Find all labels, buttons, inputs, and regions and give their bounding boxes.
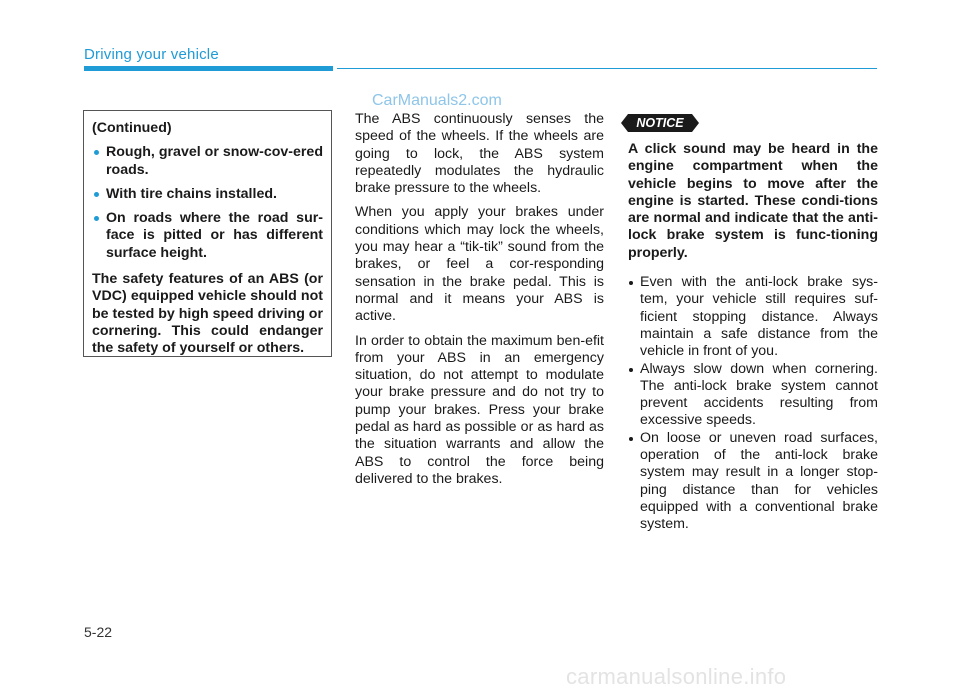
list-item: On loose or uneven road surfaces, operation of the anti-lock brake system may result in a longer stop-ping distance than for vehicles equipped with a conventional brake system. [628, 430, 878, 534]
abs-paragraph: When you apply your brakes under conditions which may lock the wheels, you may hear a “tik-tik” sound from the brakes, or feel a cor-responding sensation in the brake pedal. This is normal and it means your ABS is active. [355, 204, 604, 325]
abs-paragraph: The ABS continuously senses the speed of the wheels. If the wheels are going to lock, the ABS system repeatedly modulates the hydraulic brake pressure to the wheels. [355, 111, 604, 197]
list-item: Always slow down when cornering. The anti-lock brake system cannot prevent accidents resulting from excessive speeds. [628, 361, 878, 430]
header-rule-thin [337, 68, 877, 69]
warning-list [92, 144, 323, 262]
warning-item: Rough, gravel or snow-cov-ered roads. [92, 144, 323, 179]
warning-tail: The safety features of an ABS (or VDC) equipped vehicle should not be tested by high speed driving or cornering. This could endanger the safety of yourself or others. [92, 271, 323, 357]
notice-badge: NOTICE [628, 114, 692, 132]
watermark-bottom: carmanualsonline.info [566, 664, 787, 689]
warning-item: On roads where the road sur-face is pitted or has different surface height. [92, 210, 323, 262]
section-title: Driving your vehicle [84, 46, 219, 63]
abs-paragraph: In order to obtain the maximum ben-efit from your ABS in an emergency situation, do not attempt to modulate your brake pressure and do not try to pump your brakes. Press your brake pedal as hard as possible or as hard as the situation warrants and allow the ABS to control the force being delivered to the brakes. [355, 332, 604, 487]
middle-column [355, 111, 604, 488]
watermark-top: CarManuals2.com [372, 92, 502, 109]
warning-box [83, 110, 332, 357]
right-column [628, 141, 878, 534]
warning-item: With tire chains installed. [92, 186, 323, 203]
notice-text: A click sound may be heard in the engine compartment when the vehicle begins to move after the engine is started. These condi-tions are normal and indicate that the anti-lock brake system is func-tioning properly. [628, 141, 878, 261]
page-number: 5-22 [84, 624, 113, 640]
warning-continued: (Continued) [92, 120, 172, 136]
right-bullet-list [628, 274, 878, 533]
header-rule-thick [84, 66, 333, 71]
list-item: Even with the anti-lock brake sys-tem, your vehicle still requires suf-ficient stopping distance. Always maintain a safe distance from the vehicle in front of you. [628, 274, 878, 360]
